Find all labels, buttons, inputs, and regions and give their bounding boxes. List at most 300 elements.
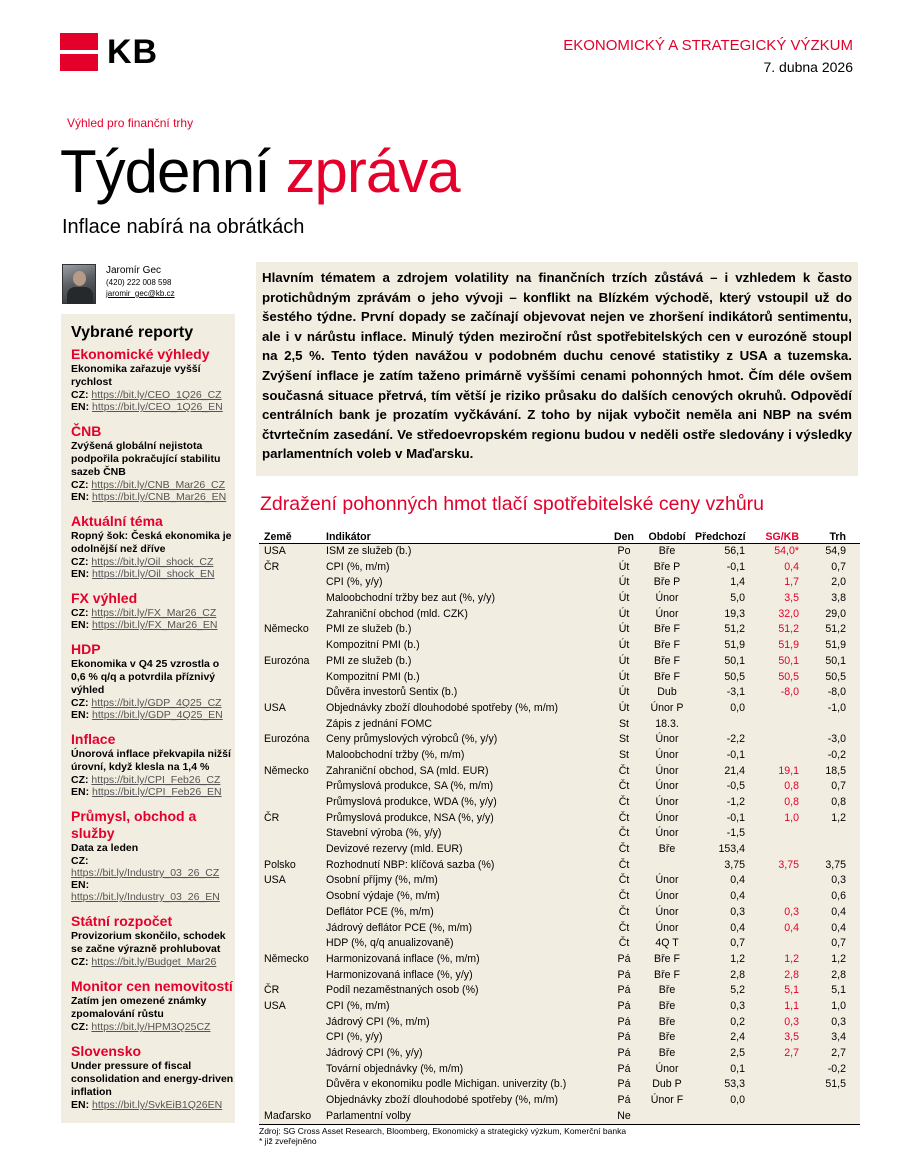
cell-market: -1,0 <box>827 701 846 714</box>
report-section-description: Ropný šok: Česká ekonomika je odolnější než dříve <box>71 530 232 555</box>
cell-day: Čt <box>618 874 630 887</box>
report-link-lang: EN: <box>71 879 90 891</box>
intro-summary: Hlavním tématem a zdrojem volatility na finančních trzích zůstává – i vzhledem k často protichůdným zprávám o jeho vývoji – konflikt na Blízkém východě, který vstoupil už do šestého týdne. První dopady se začínají objevovat nejen ve zhoršení indikátorů sentimentu, ale i v nárůstu inflace. Minulý týden meziroční růst spotřebitelských cen v eurozóně stoupl na 2,5 %. Tento týden navážou v podobném duchu cenové statistiky z USA a tuzemska. Zvýšení inflace je zatím taženo primárně vyššími cenami pohonných hmot. Čím déle ovšem současná situace přetrvá, tím větší je riziko průsaku do dalších cenových okruhů. Odpovědí centrálních bank je prozatím vyčkávání. Z toho by nijak vybočit neměla ani NBP na svém čtvrtečním zasedání. Ve středoevropském regionu budou v neděli ostře sledovány i výsledky parlamentních voleb v Maďarsku. <box>256 262 858 476</box>
cell-previous: 0,3 <box>730 999 745 1012</box>
cell-previous: 21,4 <box>724 764 745 777</box>
cell-country: USA <box>264 701 286 714</box>
col-day: Den <box>614 531 635 543</box>
cell-indicator: Harmonizovaná inflace (%, y/y) <box>326 968 473 981</box>
cell-indicator: Maloobchodní tržby (%, m/m) <box>326 748 465 761</box>
report-link-lang: EN: <box>71 619 90 631</box>
cell-indicator: Kompozitní PMI (b.) <box>326 670 420 683</box>
table-row <box>259 732 860 748</box>
cell-sgkb: 50,5 <box>778 670 799 683</box>
cell-previous: 3,75 <box>724 858 745 871</box>
cell-period: Bře <box>658 984 676 997</box>
report-link-lang: EN: <box>71 786 90 798</box>
table-row <box>259 1030 860 1046</box>
table-row <box>259 889 860 905</box>
report-section-description: Únorová inflace překvapila nižší úrovní, když klesla na 1,4 % <box>71 748 231 773</box>
report-link-lang: CZ: <box>71 697 89 709</box>
cell-period: Bře F <box>654 639 680 652</box>
table-row <box>259 1109 860 1125</box>
cell-sgkb: 3,75 <box>778 858 799 871</box>
cell-period: Bře <box>658 1031 676 1044</box>
cell-market: 0,7 <box>831 780 846 793</box>
table-row <box>259 544 860 560</box>
report-section-description: Data za leden <box>71 842 139 854</box>
cell-period: Dub P <box>652 1078 682 1091</box>
cell-previous: 56,1 <box>724 545 745 557</box>
report-section <box>71 1043 235 1111</box>
col-market: Trh <box>829 531 846 543</box>
cell-market: 51,9 <box>825 639 846 652</box>
cell-period: Únor <box>655 827 679 840</box>
source-text: Zdroj: SG Cross Asset Research, Bloomberg, Ekonomický a strategický výzkum, Komerční banka <box>259 1126 627 1136</box>
report-link-url[interactable]: https://bit.ly/Industry_03_26_EN <box>71 891 220 903</box>
cell-market: 2,7 <box>831 1047 846 1059</box>
report-link[interactable] <box>71 491 235 503</box>
cell-day: Čt <box>618 858 630 871</box>
cell-period: Bře F <box>654 670 680 683</box>
cell-day: Čt <box>618 764 630 777</box>
author-email[interactable]: jaromir_gec@kb.cz <box>106 289 175 298</box>
report-link-lang: EN: <box>71 491 90 503</box>
report-section-title: Monitor cen nemovitostí <box>71 978 233 994</box>
report-link[interactable] <box>71 607 235 619</box>
cell-country: USA <box>264 545 286 557</box>
cell-indicator: Důvěra v ekonomiku podle Michigan. univerzity (b.) <box>326 1078 567 1091</box>
cell-indicator: Tovární objednávky (%, m/m) <box>326 1062 464 1075</box>
table-row <box>259 983 860 999</box>
cell-indicator: Ceny průmyslových výrobců (%, y/y) <box>326 733 498 746</box>
cell-day: Út <box>618 670 630 683</box>
cell-day: Út <box>618 639 630 652</box>
report-link-url[interactable]: https://bit.ly/Industry_03_26_CZ <box>71 867 220 879</box>
cell-country: ČR <box>264 811 280 824</box>
report-link-lang: EN: <box>71 709 90 721</box>
cell-day: Pá <box>617 952 631 965</box>
cell-previous: 0,4 <box>730 890 745 903</box>
report-link[interactable] <box>71 956 235 968</box>
cell-sgkb: 0,8 <box>784 780 799 793</box>
report-section-title: Inflace <box>71 731 116 747</box>
report-section <box>71 978 235 1033</box>
table-row <box>259 921 860 937</box>
cell-day: Čt <box>618 921 630 934</box>
cell-indicator: Zahraniční obchod, SA (mld. EUR) <box>326 764 489 777</box>
cell-previous: 50,1 <box>724 654 745 667</box>
cell-day: Čt <box>618 796 630 808</box>
report-section-description: Ekonomika v Q4 25 vzrostla o 0,6 % q/q a potvrdila příznivý výhled <box>71 658 220 696</box>
cell-period: Bře F <box>654 623 680 636</box>
cell-day: Út <box>618 607 630 620</box>
cell-country: Eurozóna <box>264 733 310 746</box>
cell-indicator: Podíl nezaměstnaných osob (%) <box>326 984 479 997</box>
cell-previous: 5,0 <box>730 592 745 605</box>
cell-sgkb: 0,4 <box>784 921 799 934</box>
report-section-title: Slovensko <box>71 1043 142 1059</box>
cell-indicator: Harmonizovaná inflace (%, m/m) <box>326 952 480 965</box>
cell-period: Únor <box>655 607 679 620</box>
report-link-lang: CZ: <box>71 774 89 786</box>
cell-previous: 0,7 <box>730 937 745 950</box>
reports-sidebar <box>61 314 235 1123</box>
cell-previous: 0,4 <box>730 874 745 887</box>
cell-day: St <box>618 733 629 746</box>
author-name: Jaromír Gec <box>106 265 162 276</box>
report-link[interactable] <box>71 1099 235 1111</box>
cell-day: Čt <box>618 780 630 793</box>
cell-period: Bře <box>658 545 676 557</box>
cell-previous: -1,2 <box>726 796 745 808</box>
cell-indicator: PMI ze služeb (b.) <box>326 623 412 636</box>
cell-sgkb: -8,0 <box>780 686 799 699</box>
cell-day: Pá <box>617 1078 631 1091</box>
cell-day: St <box>618 748 629 761</box>
cell-previous: 0,3 <box>730 905 745 918</box>
col-period: Období <box>648 531 686 543</box>
cell-market: 51,2 <box>825 623 846 636</box>
cell-day: Čt <box>618 890 630 903</box>
cell-market: 1,2 <box>831 952 846 965</box>
table-heading: Zdražení pohonných hmot tlačí spotřebitelské ceny vzhůru <box>260 493 765 515</box>
report-section-description: Ekonomika zařazuje vyšší rychlost <box>71 363 201 388</box>
cell-day: Čt <box>618 905 630 918</box>
col-previous: Předchozí <box>695 531 746 543</box>
report-section-title: Průmysl, obchod a služby <box>71 808 197 841</box>
cell-market: 50,5 <box>825 670 846 683</box>
cell-market: -8,0 <box>827 686 846 699</box>
table-row <box>259 1062 860 1078</box>
cell-indicator: Devizové rezervy (mld. EUR) <box>326 843 463 856</box>
table-row <box>259 952 860 968</box>
table-row <box>259 1093 860 1109</box>
cell-market: 5,1 <box>831 984 846 997</box>
cell-period: Únor <box>655 592 679 605</box>
report-link[interactable] <box>71 879 235 903</box>
report-section <box>71 423 235 503</box>
report-link-lang: CZ: <box>71 956 89 968</box>
table-row <box>259 858 860 874</box>
kicker: Výhled pro finanční trhy <box>67 116 194 130</box>
cell-previous: 53,3 <box>724 1078 745 1091</box>
cell-market: 2,8 <box>831 968 846 981</box>
table-row <box>259 779 860 795</box>
cell-sgkb: 0,3 <box>784 905 799 918</box>
report-link[interactable] <box>71 774 235 786</box>
cell-day: Pá <box>617 1015 631 1028</box>
cell-country: Polsko <box>264 858 296 871</box>
cell-indicator: Objednávky zboží dlouhodobé spotřeby (%, m/m) <box>326 701 559 714</box>
cell-period: Únor <box>655 921 679 934</box>
cell-indicator: Průmyslová produkce, WDA (%, y/y) <box>326 796 497 808</box>
report-link-url[interactable]: https://bit.ly/Oil_shock_CZ <box>91 556 214 568</box>
cell-previous: -0,1 <box>726 748 745 761</box>
report-link-lang: EN: <box>71 1099 90 1111</box>
report-link[interactable] <box>71 556 235 568</box>
cell-period: Únor <box>655 764 679 777</box>
report-section-title: FX výhled <box>71 590 138 606</box>
author-info <box>106 265 175 299</box>
cell-day: Pá <box>617 1062 631 1075</box>
report-link-lang: CZ: <box>71 1021 89 1033</box>
cell-market: 51,5 <box>825 1078 846 1091</box>
cell-indicator: Osobní výdaje (%, m/m) <box>326 890 440 903</box>
cell-market: 0,3 <box>831 1015 846 1028</box>
table-row <box>259 1015 860 1031</box>
cell-day: Po <box>617 545 631 557</box>
cell-day: Čt <box>618 827 630 840</box>
calendar-table <box>259 530 860 1125</box>
report-section-description: Zatím jen omezené známky zpomalování růstu <box>71 995 207 1020</box>
report-link-lang: CZ: <box>71 556 89 568</box>
report-link-url[interactable]: https://bit.ly/HPM3Q25CZ <box>91 1021 211 1033</box>
cell-sgkb: 54,0* <box>774 545 799 557</box>
cell-market: 0,7 <box>831 937 846 950</box>
report-link-url[interactable]: https://bit.ly/SvkEiB1Q26EN <box>92 1099 223 1111</box>
cell-day: Pá <box>617 999 631 1012</box>
table-row <box>259 560 860 576</box>
table-row <box>259 873 860 889</box>
table-row <box>259 654 860 670</box>
cell-previous: 19,3 <box>724 607 745 620</box>
report-link-url[interactable]: https://bit.ly/CNB_Mar26_CZ <box>91 479 226 491</box>
cell-indicator: Zahraniční obchod (mld. CZK) <box>326 607 468 620</box>
report-link[interactable] <box>71 619 235 631</box>
cell-sgkb: 1,7 <box>784 576 799 589</box>
cell-previous: 50,5 <box>724 670 745 683</box>
cell-previous: 153,4 <box>718 843 745 856</box>
report-section <box>71 590 235 631</box>
cell-previous: 5,2 <box>730 984 745 997</box>
table-row <box>259 905 860 921</box>
table-row <box>259 717 860 733</box>
brand-name: KB <box>107 33 159 71</box>
cell-indicator: Deflátor PCE (%, m/m) <box>326 905 434 918</box>
cell-country: Německo <box>264 952 309 965</box>
cell-indicator: Objednávky zboží dlouhodobé spotřeby (%, m/m) <box>326 1094 559 1107</box>
cell-previous: 1,4 <box>730 576 745 589</box>
col-indicator: Indikátor <box>326 531 371 543</box>
cell-day: Pá <box>617 1047 631 1059</box>
cell-market: -0,2 <box>827 1062 846 1075</box>
cell-sgkb: 1,0 <box>784 811 799 824</box>
cell-market: -3,0 <box>827 733 846 746</box>
report-link-lang: CZ: <box>71 855 89 867</box>
cell-sgkb: 2,7 <box>784 1047 799 1059</box>
cell-previous: 51,2 <box>724 623 745 636</box>
table-row <box>259 936 860 952</box>
cell-indicator: HDP (%, q/q anualizovaně) <box>326 937 454 950</box>
cell-country: Maďarsko <box>264 1109 312 1122</box>
cell-indicator: Jádrový CPI (%, m/m) <box>326 1015 430 1028</box>
cell-market: 54,9 <box>825 545 846 557</box>
report-link[interactable] <box>71 479 235 491</box>
table-row <box>259 685 860 701</box>
report-section-description: Provizorium skončilo, schodek se začne výrazně prohlubovat <box>71 930 226 955</box>
cell-period: 18.3. <box>655 717 679 730</box>
cell-day: Čt <box>618 843 630 856</box>
cell-sgkb: 32,0 <box>778 607 799 620</box>
cell-country: Eurozóna <box>264 654 310 667</box>
cell-day: Út <box>618 576 630 589</box>
cell-day: Út <box>618 654 630 667</box>
table-header <box>259 530 860 544</box>
report-link[interactable] <box>71 568 235 580</box>
table-row <box>259 999 860 1015</box>
cell-market: 0,6 <box>831 890 846 903</box>
cell-market: 0,8 <box>831 796 846 808</box>
cell-sgkb: 5,1 <box>784 984 799 997</box>
cell-market: 3,8 <box>831 592 846 605</box>
cell-indicator: Kompozitní PMI (b.) <box>326 639 420 652</box>
report-link-lang: EN: <box>71 401 90 413</box>
cell-period: Bře <box>658 1015 676 1028</box>
cell-indicator: CPI (%, y/y) <box>326 576 383 589</box>
report-section <box>71 346 235 413</box>
cell-indicator: Důvěra investorů Sentix (b.) <box>326 686 458 699</box>
cell-indicator: Osobní příjmy (%, m/m) <box>326 874 438 887</box>
cell-indicator: PMI ze služeb (b.) <box>326 654 412 667</box>
cell-previous: 1,2 <box>730 952 745 965</box>
report-link-lang: CZ: <box>71 607 89 619</box>
cell-market: 0,3 <box>831 874 846 887</box>
sidebar-heading: Vybrané reporty <box>71 324 194 341</box>
cell-previous: -0,5 <box>726 780 745 793</box>
cell-day: Čt <box>618 811 630 824</box>
table-row <box>259 638 860 654</box>
cell-sgkb: 2,8 <box>784 968 799 981</box>
cell-market: 3,75 <box>825 858 846 871</box>
report-section-title: Aktuální téma <box>71 513 163 529</box>
report-link-url[interactable]: https://bit.ly/Oil_shock_EN <box>92 568 215 580</box>
cell-indicator: Jádrový deflátor PCE (%, m/m) <box>326 921 472 934</box>
report-section-title: ČNB <box>71 423 102 439</box>
author-phone: (420) 222 008 598 <box>106 278 172 287</box>
report-link-url[interactable]: https://bit.ly/GDP_4Q25_CZ <box>91 697 222 709</box>
report-link[interactable] <box>71 697 235 709</box>
report-link[interactable] <box>71 1021 235 1033</box>
report-date: 7. dubna 2026 <box>763 59 853 75</box>
cell-sgkb: 1,1 <box>784 999 799 1012</box>
report-section-description: Under pressure of fiscal consolidation and energy-driven inflation <box>71 1060 234 1098</box>
report-link[interactable] <box>71 389 235 401</box>
table-row <box>259 748 860 764</box>
table-row <box>259 607 860 623</box>
cell-previous: 2,4 <box>730 1031 745 1044</box>
report-section <box>71 513 235 580</box>
report-link-url[interactable]: https://bit.ly/FX_Mar26_EN <box>92 619 218 631</box>
report-link[interactable] <box>71 855 235 879</box>
report-section-title: HDP <box>71 641 101 657</box>
cell-indicator: Průmyslová produkce, NSA (%, y/y) <box>326 811 494 824</box>
table-row <box>259 795 860 811</box>
cell-market: 50,1 <box>825 654 846 667</box>
report-section <box>71 913 235 968</box>
table-row <box>259 670 860 686</box>
cell-period: Bře F <box>654 968 680 981</box>
col-country: Země <box>264 531 292 543</box>
cell-indicator: CPI (%, m/m) <box>326 560 390 573</box>
cell-indicator: Parlamentní volby <box>326 1109 411 1122</box>
cell-indicator: Zápis z jednání FOMC <box>326 717 432 730</box>
table-source <box>259 1126 626 1146</box>
cell-period: Bře P <box>653 576 681 589</box>
cell-period: Bře <box>658 999 676 1012</box>
table-row <box>259 591 860 607</box>
cell-day: St <box>618 717 629 730</box>
cell-previous: 0,2 <box>730 1015 745 1028</box>
cell-country: Německo <box>264 623 309 636</box>
report-link-url[interactable]: https://bit.ly/GDP_4Q25_EN <box>92 709 223 721</box>
report-link[interactable] <box>71 786 235 798</box>
footnote: * již zveřejněno <box>259 1136 317 1146</box>
cell-period: Únor <box>655 811 679 824</box>
department-label: EKONOMICKÝ A STRATEGICKÝ VÝZKUM <box>563 37 853 54</box>
cell-previous: 0,1 <box>730 1062 745 1075</box>
cell-day: Čt <box>618 937 630 950</box>
cell-period: Únor P <box>650 701 684 714</box>
cell-market: 1,0 <box>831 999 846 1012</box>
report-section <box>71 808 235 903</box>
cell-previous: 0,0 <box>730 1094 745 1107</box>
cell-sgkb: 50,1 <box>778 654 799 667</box>
cell-period: Únor <box>655 1062 679 1075</box>
author-photo <box>62 264 96 304</box>
cell-period: Únor <box>655 748 679 761</box>
cell-sgkb: 3,5 <box>784 1031 799 1044</box>
report-link-url[interactable]: https://bit.ly/CEO_1Q26_EN <box>92 401 223 413</box>
report-link-url[interactable]: https://bit.ly/CNB_Mar26_EN <box>92 491 227 503</box>
cell-market: 1,2 <box>831 811 846 824</box>
cell-indicator: Jádrový CPI (%, y/y) <box>326 1047 423 1059</box>
cell-indicator: Maloobchodní tržby bez aut (%, y/y) <box>326 592 495 605</box>
table-row <box>259 575 860 591</box>
report-link-url[interactable]: https://bit.ly/CPI_Feb26_EN <box>92 786 222 798</box>
cell-previous: 51,9 <box>724 639 745 652</box>
cell-period: Bře <box>658 843 676 856</box>
report-link-url[interactable]: https://bit.ly/FX_Mar26_CZ <box>91 607 217 619</box>
report-link-url[interactable]: https://bit.ly/CEO_1Q26_CZ <box>91 389 222 401</box>
page-title: Týdenní zpráva <box>60 138 460 205</box>
report-link[interactable] <box>71 401 235 413</box>
cell-period: Únor <box>655 905 679 918</box>
report-link[interactable] <box>71 709 235 721</box>
report-link-lang: CZ: <box>71 479 89 491</box>
cell-day: Út <box>618 592 630 605</box>
report-link-url[interactable]: https://bit.ly/CPI_Feb26_CZ <box>91 774 221 786</box>
table-row <box>259 826 860 842</box>
cell-period: Bře P <box>653 560 681 573</box>
cell-market: 3,4 <box>831 1031 846 1044</box>
cell-country: Německo <box>264 764 309 777</box>
report-link-url[interactable]: https://bit.ly/Budget_Mar26 <box>91 956 217 968</box>
table-row <box>259 1077 860 1093</box>
cell-day: Ne <box>617 1109 631 1122</box>
cell-sgkb: 1,2 <box>784 952 799 965</box>
cell-indicator: Stavební výroba (%, y/y) <box>326 827 442 840</box>
cell-day: Út <box>618 623 630 636</box>
cell-country: ČR <box>264 984 280 997</box>
cell-previous: 2,5 <box>730 1047 745 1059</box>
cell-indicator: Průmyslová produkce, SA (%, m/m) <box>326 780 494 793</box>
kb-logo <box>60 33 98 71</box>
cell-market: 2,0 <box>831 576 846 589</box>
cell-period: Únor <box>655 780 679 793</box>
cell-sgkb: 51,9 <box>778 639 799 652</box>
cell-sgkb: 0,3 <box>784 1015 799 1028</box>
